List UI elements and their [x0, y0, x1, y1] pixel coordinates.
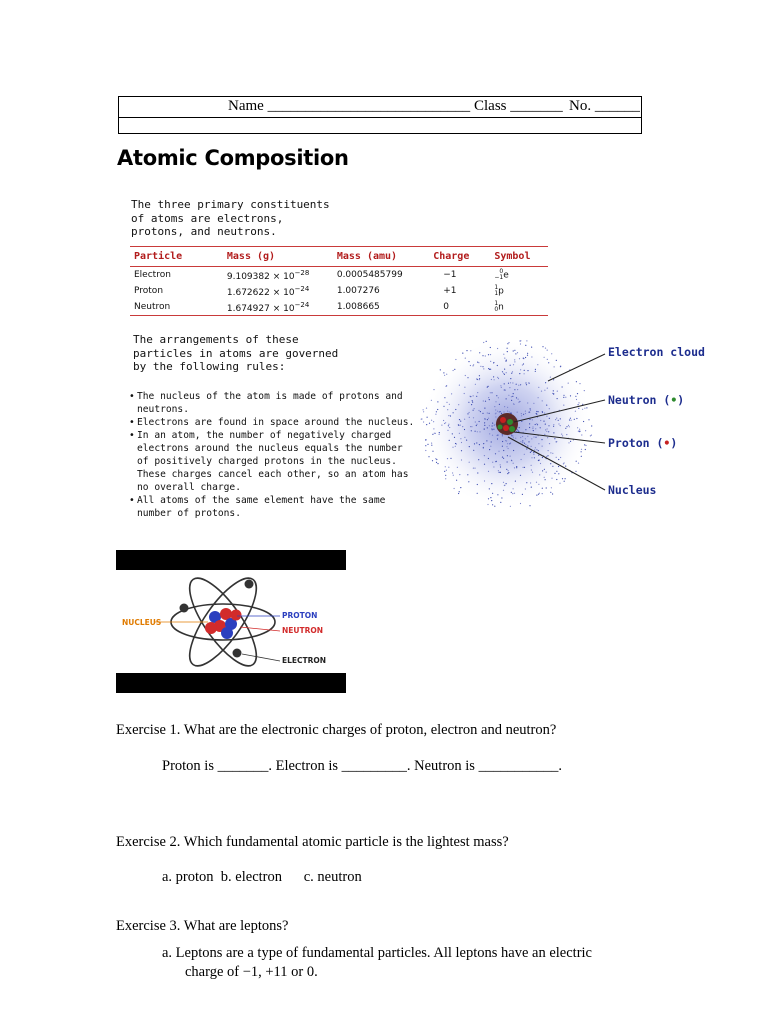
electron-cloud-label: Electron cloud — [608, 345, 705, 359]
nucleus-label: Nucleus — [608, 483, 657, 497]
table-header: Particle — [130, 247, 205, 267]
mass-amu-cell: 0.0005485799 — [336, 270, 403, 280]
table-row — [130, 267, 548, 284]
exercise-3-option-a[interactable]: a. Leptons are a type of fundamental particles. All leptons have an electric — [162, 945, 592, 961]
particle-table — [130, 246, 548, 316]
rule-item: • All atoms of the same element have the same number of protons. — [129, 494, 419, 520]
exercise-1-answer[interactable]: Proton is _______. Electron is _________. Neutron is ___________. — [162, 758, 562, 774]
image-bottom-bar — [116, 673, 346, 693]
image-top-bar — [116, 550, 346, 570]
name-field[interactable]: Name ___________________________ — [228, 98, 471, 114]
rule-item: • In an atom, the number of negatively charged electrons around the nucleus equals the number of positively charged protons in the nucleus. These charges cancel each other, so an atom has no overall charge. — [129, 429, 419, 494]
atom-electron-label: ELECTRON — [282, 656, 327, 665]
exercise-3-option-a-cont: charge of −1, +11 or 0. — [185, 964, 318, 980]
page-title: Atomic Composition — [117, 146, 349, 170]
atom-model-image — [116, 550, 346, 693]
exercise-3-question: Exercise 3. What are leptons? — [116, 918, 289, 934]
symbol-cell: 0 −1 e — [494, 268, 509, 281]
symbol-cell: 1 0 n — [494, 300, 504, 313]
mass-g-cell: $1.672622 \times 10^{-24}$ — [226, 284, 310, 298]
mass-amu-cell: 1.007276 — [336, 286, 380, 296]
atom-nucleus-label: NUCLEUS — [122, 618, 162, 627]
particle-cell: Electron — [134, 270, 171, 280]
table-row — [130, 299, 548, 316]
proton-label: Proton (•) — [608, 436, 678, 450]
exercise-1-question: Exercise 1. What are the electronic charges of proton, electron and neutron? — [116, 722, 557, 738]
particle-cell: Proton — [134, 286, 164, 296]
charge-cell: −1 — [443, 270, 457, 280]
mass-amu-cell: 1.008665 — [336, 302, 380, 312]
mass-g-cell: $1.674927 \times 10^{-24}$ — [226, 300, 310, 314]
table-row — [130, 283, 548, 299]
table-header: Charge — [429, 247, 490, 267]
rule-item: • The nucleus of the atom is made of protons and neutrons. — [129, 390, 419, 416]
symbol-cell: 1 1 p — [494, 284, 504, 297]
proton-dot-icon: • — [663, 436, 671, 450]
table-header: Mass (g) — [205, 247, 329, 267]
exercise-2-options[interactable]: a. proton b. electron c. neutron — [162, 869, 362, 885]
neutron-dot-icon: • — [670, 393, 678, 407]
number-field[interactable]: No. ______ — [569, 98, 640, 114]
table-header: Symbol — [490, 247, 548, 267]
header-divider — [118, 117, 642, 118]
callout-lines — [490, 340, 610, 500]
mass-g-cell: $9.109382 \times 10^{-28}$ — [226, 268, 310, 282]
charge-cell: 0 — [443, 302, 449, 312]
table-header: Mass (amu) — [329, 247, 429, 267]
charge-cell: +1 — [443, 286, 457, 296]
class-field[interactable]: Class _______ — [474, 98, 563, 114]
rules-intro: The arrangements of these particles in atoms are governed by the following rules: — [133, 333, 339, 373]
neutron-label: Neutron (•) — [608, 393, 685, 407]
atom-proton-label: PROTON — [282, 611, 318, 620]
atom-neutron-label: NEUTRON — [282, 626, 324, 635]
rule-item: • Electrons are found in space around the nucleus. — [129, 416, 419, 429]
intro-text: The three primary constituents of atoms are electrons, protons, and neutrons. — [131, 198, 330, 238]
particle-cell: Neutron — [134, 302, 171, 312]
exercise-2-question: Exercise 2. Which fundamental atomic particle is the lightest mass? — [116, 834, 509, 850]
rules-list — [129, 390, 419, 520]
